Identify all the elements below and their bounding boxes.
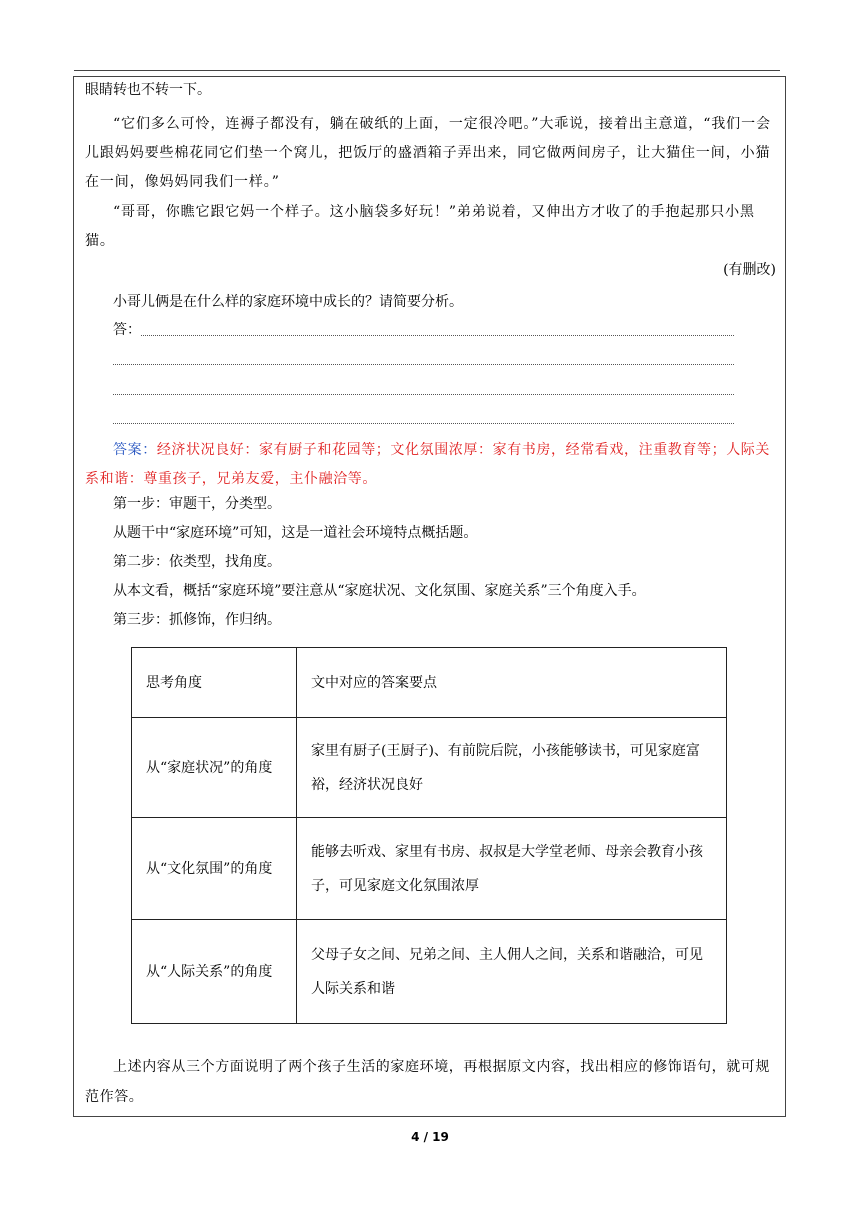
answer-line [141,335,734,336]
conclusion-paragraph: 上述内容从三个方面说明了两个孩子生活的家庭环境，再根据原文内容，找出相应的修饰语句，就可规范作答。 [85,1059,770,1105]
table-row [132,718,727,818]
answer-prompt-label: 答： [113,322,141,338]
answer-line [113,394,734,395]
answer-line [113,423,734,424]
table-cell: 父母子女之间、兄弟之间、主人佣人之间，关系和谐融洽，可见人际关系和谐 [297,920,727,1024]
answer-text: 经济状况良好：家有厨子和花园等；文化氛围浓厚：家有书房，经常看戏，注重教育等；人际关系和谐：尊重孩子，兄弟友爱，主仆融洽等。 [85,442,771,487]
table-cell: 从“人际关系”的角度 [132,920,297,1024]
passage-line-1: 眼睛转也不转一下。 [85,82,211,98]
table-header: 文中对应的答案要点 [297,648,727,718]
table-header: 思考角度 [132,648,297,718]
step-1-text: 从题干中“家庭环境”可知，这是一道社会环境特点概括题。 [113,525,478,541]
page-number: 4 / 19 [411,1130,449,1144]
table-header-row [132,648,727,718]
table-row [132,920,727,1024]
table-cell: 从“文化氛围”的角度 [132,818,297,920]
table-cell: 从“家庭状况”的角度 [132,718,297,818]
table-row [132,818,727,920]
answer-label: 答案： [113,442,157,458]
answer-block [85,436,779,494]
question-text: 小哥儿俩是在什么样的家庭环境中成长的？请简要分析。 [113,294,463,310]
step-2-title: 第二步：依类型，找角度。 [113,554,281,570]
step-1-title: 第一步：审题干，分类型。 [113,496,281,512]
passage-paragraph-2: “它们多么可怜，连褥子都没有，躺在破纸的上面，一定很冷吧。”大乖说，接着出主意道，“我们一会儿跟妈妈要些棉花同它们垫一个窝儿，把饭厅的盛酒箱子弄出来，同它做两间房子，让大猫住一间，小猫在一间，像妈妈同我们一样。” [85,116,771,190]
step-2-text: 从本文看，概括“家庭环境”要注意从“家庭状况、文化氛围、家庭关系”三个角度入手。 [113,583,646,599]
header-rule [74,70,780,71]
source-note: (有删改) [723,262,776,278]
step-3-title: 第三步：抓修饰，作归纳。 [113,612,281,628]
answer-line [113,364,734,365]
passage-paragraph-3: “哥哥，你瞧它跟它妈一个样子。这小脑袋多好玩！”弟弟说着，又伸出方才收了的手抱起那只小黑猫。 [85,204,755,249]
analysis-table [131,647,727,1024]
table-cell: 能够去听戏、家里有书房、叔叔是大学堂老师、母亲会教育小孩子，可见家庭文化氛围浓厚 [297,818,727,920]
table-cell: 家里有厨子(王厨子)、有前院后院，小孩能够读书，可见家庭富裕，经济状况良好 [297,718,727,818]
